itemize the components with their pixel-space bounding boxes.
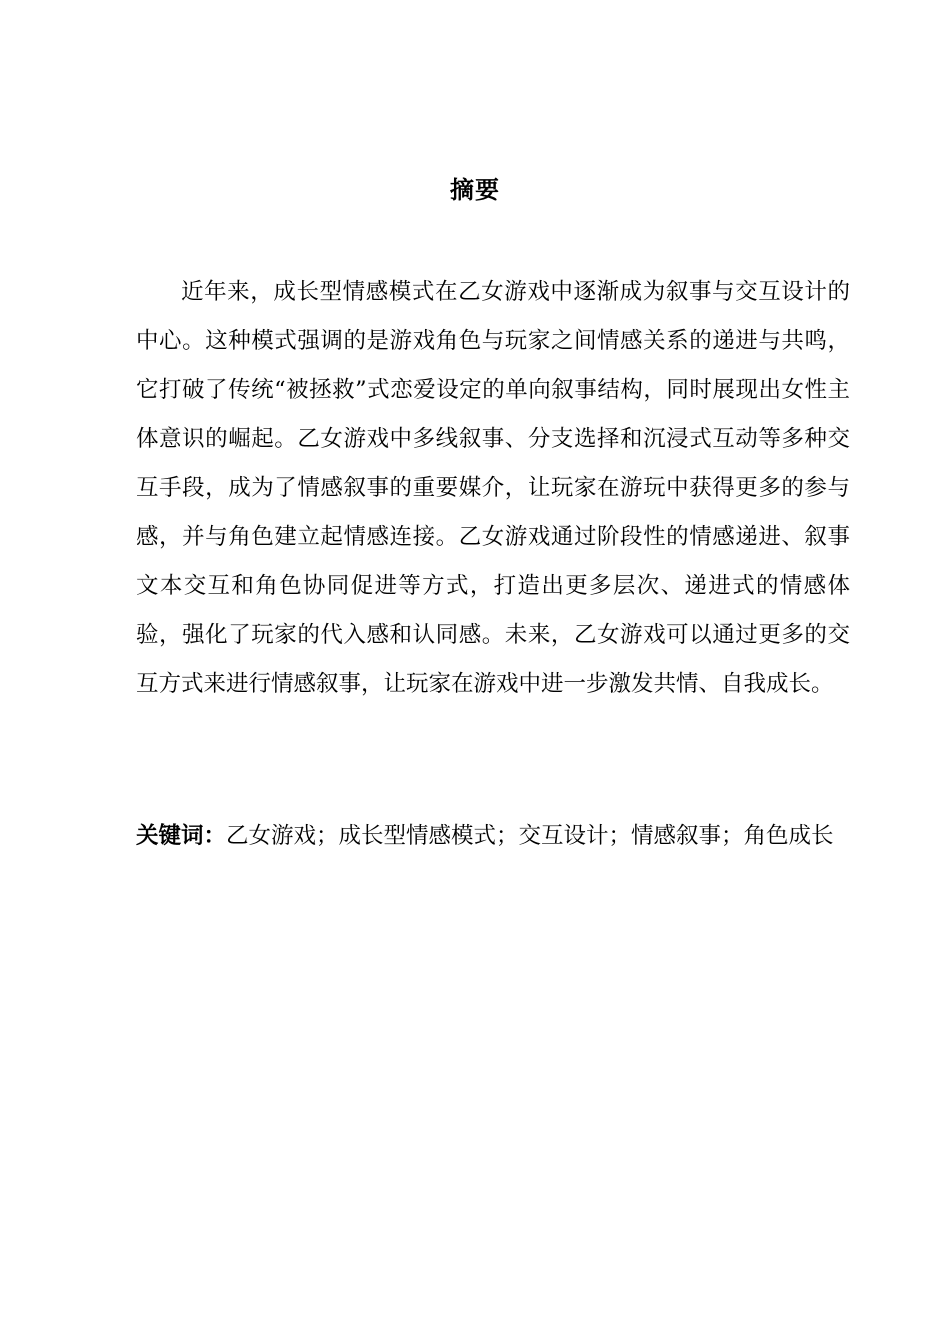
keywords-label: 关键词： bbox=[136, 823, 227, 849]
keywords-line bbox=[136, 812, 850, 861]
keywords-text: 乙女游戏；成长型情感模式；交互设计；情感叙事；角色成长 bbox=[226, 823, 834, 849]
abstract-paragraph: 近年来，成长型情感模式在乙女游戏中逐渐成为叙事与交互设计的中心。这种模式强调的是游戏角色与玩家之间情感关系的递进与共鸣，它打破了传统“被拯救”式恋爱设定的单向叙事结构，同时展现出女性主体意识的崛起。乙女游戏中多线叙事、分支选择和沉浸式互动等多种交互手段，成为了情感叙事的重要媒介，让玩家在游玩中获得更多的参与感，并与角色建立起情感连接。乙女游戏通过阶段性的情感递进、叙事文本交互和角色协同促进等方式，打造出更多层次、递进式的情感体验，强化了玩家的代入感和认同感。未来，乙女游戏可以通过更多的交互方式来进行情感叙事，让玩家在游戏中进一步激发共情、自我成长。 bbox=[136, 279, 850, 697]
abstract-title: 摘要 bbox=[450, 176, 500, 204]
